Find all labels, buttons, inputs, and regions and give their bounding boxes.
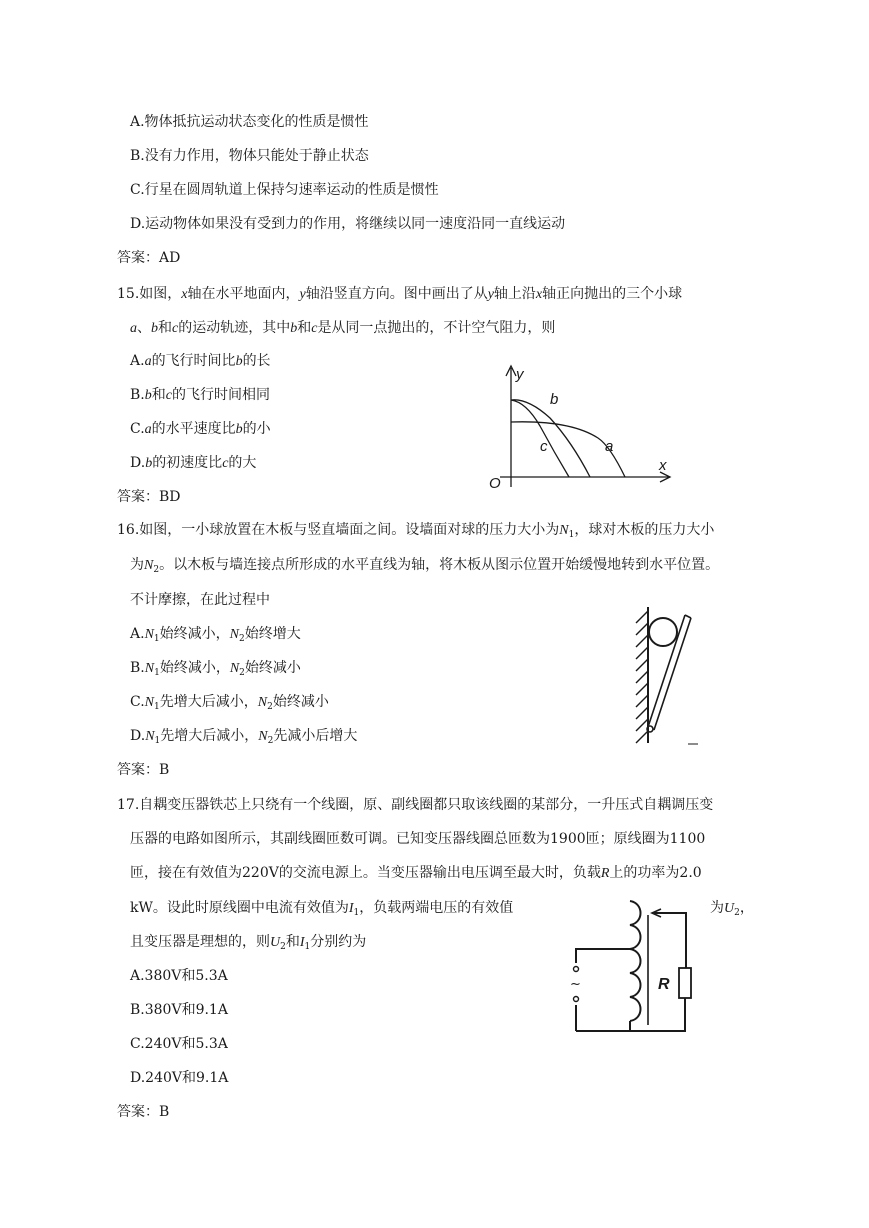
q17-option-d: D.240V和9.1A	[130, 1070, 229, 1086]
q16-option-a: $A.N_1$始终减小，$N_2$始终增大	[130, 626, 301, 644]
source-terminal-top	[574, 967, 579, 972]
source-terminal-bottom	[574, 997, 579, 1002]
q17-option-c: C.240V和5.3A	[130, 1036, 228, 1052]
resistor-r	[679, 968, 691, 998]
q17-option-b: B.380V和9.1A	[130, 1002, 228, 1018]
q16-stem-line2: 为$N_2$。以木板与墙连接点所形成的水平直线为轴，将木板从图示位置开始缓慢地转到水平位置。	[130, 557, 720, 575]
label-a: a	[605, 438, 614, 455]
q14-option-c: C.行星在圆周轨道上保持匀速率运动的性质是惯性	[130, 182, 439, 198]
q17-stem-line2: 压器的电路如图所示，其副线圈匝数可调。已知变压器线圈总匝数为1900匝；原线圈为1100	[130, 831, 706, 847]
label-c: c	[540, 438, 548, 455]
q17-option-a: A.380V和5.3A	[130, 968, 228, 984]
q17-answer: 答案：B	[117, 1104, 170, 1120]
q14-option-b: B.没有力作用，物体只能处于静止状态	[130, 148, 369, 164]
q16-option-d: $D.N_1$先增大后减小，$N_2$先减小后增大	[130, 728, 358, 746]
q15-stem-line2: a、b和c的运动轨迹，其中b和c是从同一点抛出的，不计空气阻力，则	[130, 320, 556, 336]
label-x: x	[659, 457, 667, 474]
ball	[649, 618, 677, 646]
trajectory-b	[511, 400, 590, 477]
board-top	[685, 615, 691, 618]
q16-answer: 答案：B	[117, 762, 170, 778]
q17-stem-line3: 匝，接在有效值为220V的交流电源上。当变压器输出电压调至最大时，负载R上的功率为2.0	[130, 865, 702, 881]
label-y: y	[516, 366, 524, 383]
q15-answer: 答案：BD	[117, 489, 181, 505]
label-b: b	[550, 391, 559, 408]
q16-stem-line3: 不计摩擦，在此过程中	[130, 592, 270, 608]
q17-stem-line4b: 为$U_2$，	[710, 900, 754, 918]
q15-option-a: A.a的飞行时间比b的长	[130, 353, 271, 369]
transformer-coil	[630, 901, 641, 1021]
q14-answer: 答案：AD	[117, 250, 181, 266]
q14-option-d: D.运动物体如果没有受到力的作用，将继续以同一速度沿同一直线运动	[130, 216, 566, 232]
autotransformer-figure	[568, 893, 698, 1035]
ac-source-icon: ~	[570, 977, 581, 992]
q17-stem-line5: 且变压器是理想的，则$U_2$和$I_1$分别约为	[130, 934, 367, 952]
q15-option-d: D.b的初速度比c的大	[130, 455, 257, 471]
wall-hatching	[636, 611, 648, 743]
q15-option-c: C.a的水平速度比b的小	[130, 421, 271, 437]
q16-stem-line1: 16.如图，一小球放置在木板与竖直墙面之间。设墙面对球的压力大小为$N_1$，球对木板的压力大小	[117, 522, 715, 540]
board-edge-2	[654, 618, 691, 730]
q15-option-b: B.b和c的飞行时间相同	[130, 387, 270, 403]
q16-option-b: $B.N_1$始终减小，$N_2$始终减小	[130, 660, 301, 678]
input-top-wire	[576, 949, 630, 963]
q17-stem-line4a: kW。设此时原线圈中电流有效值为$I_1$，负载两端电压的有效值	[130, 900, 514, 918]
ball-board-figure	[628, 605, 708, 747]
q16-option-c: $C.N_1$先增大后减小，$N_2$始终减小	[130, 694, 329, 712]
trajectory-figure	[480, 362, 680, 492]
board-edge-1	[648, 615, 685, 727]
label-r: R	[658, 976, 670, 993]
label-origin: O	[489, 475, 501, 492]
slider-wire	[654, 913, 686, 968]
q14-option-a: A.物体抵抗运动状态变化的性质是惯性	[130, 114, 369, 130]
q15-stem-line1: 15.如图，x轴在水平地面内，y轴沿竖直方向。图中画出了从y轴上沿x轴正向抛出的三个小球	[117, 286, 683, 302]
q17-stem-line1: 17.自耦变压器铁芯上只绕有一个线圈，原、副线圈都只取该线圈的某部分，一升压式自耦调压变	[117, 797, 714, 813]
